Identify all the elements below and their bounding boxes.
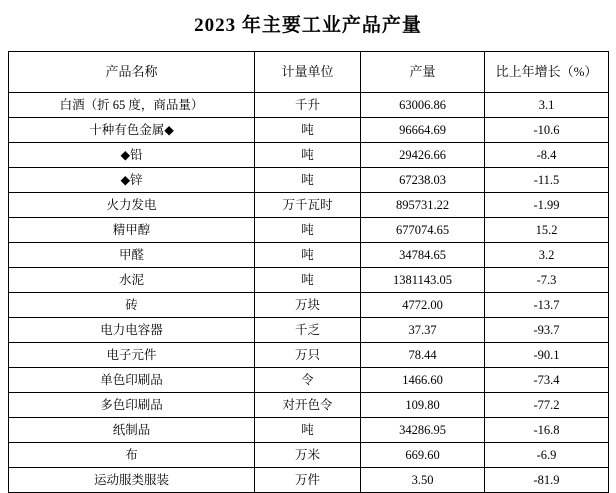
table-row [9, 243, 609, 268]
cell-growth: -90.1 [485, 343, 609, 368]
cell-growth: -77.2 [485, 393, 609, 418]
cell-unit: 千升 [255, 93, 361, 118]
cell-output: 669.60 [361, 443, 485, 468]
cell-unit: 千乏 [255, 318, 361, 343]
table-row [9, 368, 609, 393]
cell-unit: 万件 [255, 468, 361, 493]
cell-unit: 万千瓦时 [255, 193, 361, 218]
table-row [9, 443, 609, 468]
table-header-row [9, 52, 609, 93]
cell-growth: -13.7 [485, 293, 609, 318]
cell-unit: 吨 [255, 418, 361, 443]
cell-product-name: 单色印刷品 [9, 368, 255, 393]
table-container [0, 51, 616, 493]
table-row [9, 218, 609, 243]
column-header-product-name: 产品名称 [9, 52, 255, 93]
cell-output: 34784.65 [361, 243, 485, 268]
table-row [9, 343, 609, 368]
page-title: 2023 年主要工业产品产量 [194, 15, 422, 36]
cell-product-name: 精甲醇 [9, 218, 255, 243]
cell-unit: 万只 [255, 343, 361, 368]
cell-product-name: 多色印刷品 [9, 393, 255, 418]
cell-product-name: ◆铅 [9, 143, 255, 168]
cell-output: 67238.03 [361, 168, 485, 193]
table-body [9, 93, 609, 493]
cell-growth: -81.9 [485, 468, 609, 493]
cell-output: 895731.22 [361, 193, 485, 218]
cell-unit: 吨 [255, 118, 361, 143]
column-header-output: 产量 [361, 52, 485, 93]
cell-unit: 吨 [255, 243, 361, 268]
table-row [9, 468, 609, 493]
cell-output: 677074.65 [361, 218, 485, 243]
cell-output: 1381143.05 [361, 268, 485, 293]
cell-product-name: 十种有色金属◆ [9, 118, 255, 143]
table-row [9, 93, 609, 118]
cell-output: 96664.69 [361, 118, 485, 143]
cell-product-name: 火力发电 [9, 193, 255, 218]
column-header-unit: 计量单位 [255, 52, 361, 93]
industrial-output-table [8, 51, 609, 493]
cell-unit: 吨 [255, 268, 361, 293]
table-row [9, 118, 609, 143]
table-row [9, 318, 609, 343]
cell-product-name: 运动服类服装 [9, 468, 255, 493]
table-row [9, 293, 609, 318]
cell-growth: -11.5 [485, 168, 609, 193]
cell-product-name: 白酒（折 65 度，商品量） [9, 93, 255, 118]
cell-output: 109.80 [361, 393, 485, 418]
cell-output: 29426.66 [361, 143, 485, 168]
cell-output: 78.44 [361, 343, 485, 368]
cell-product-name: 布 [9, 443, 255, 468]
table-row [9, 268, 609, 293]
cell-unit: 万块 [255, 293, 361, 318]
cell-product-name: 纸制品 [9, 418, 255, 443]
cell-growth: -8.4 [485, 143, 609, 168]
table-row [9, 143, 609, 168]
cell-output: 34286.95 [361, 418, 485, 443]
cell-output: 37.37 [361, 318, 485, 343]
cell-unit: 吨 [255, 168, 361, 193]
table-row [9, 393, 609, 418]
cell-growth: -73.4 [485, 368, 609, 393]
cell-product-name: 甲醛 [9, 243, 255, 268]
cell-growth: 3.1 [485, 93, 609, 118]
cell-growth: 3.2 [485, 243, 609, 268]
cell-unit: 吨 [255, 143, 361, 168]
cell-output: 63006.86 [361, 93, 485, 118]
table-row [9, 418, 609, 443]
cell-product-name: 电力电容器 [9, 318, 255, 343]
cell-growth: 15.2 [485, 218, 609, 243]
cell-output: 3.50 [361, 468, 485, 493]
table-row [9, 193, 609, 218]
cell-growth: -1.99 [485, 193, 609, 218]
cell-growth: -16.8 [485, 418, 609, 443]
cell-growth: -7.3 [485, 268, 609, 293]
cell-product-name: 砖 [9, 293, 255, 318]
column-header-growth: 比上年增长（%） [485, 52, 609, 93]
cell-growth: -10.6 [485, 118, 609, 143]
table-header [9, 52, 609, 93]
cell-product-name: 水泥 [9, 268, 255, 293]
cell-output: 4772.00 [361, 293, 485, 318]
cell-output: 1466.60 [361, 368, 485, 393]
cell-unit: 万米 [255, 443, 361, 468]
cell-growth: -93.7 [485, 318, 609, 343]
cell-growth: -6.9 [485, 443, 609, 468]
cell-unit: 吨 [255, 218, 361, 243]
cell-unit: 令 [255, 368, 361, 393]
cell-unit: 对开色令 [255, 393, 361, 418]
cell-product-name: ◆锌 [9, 168, 255, 193]
cell-product-name: 电子元件 [9, 343, 255, 368]
table-row [9, 168, 609, 193]
